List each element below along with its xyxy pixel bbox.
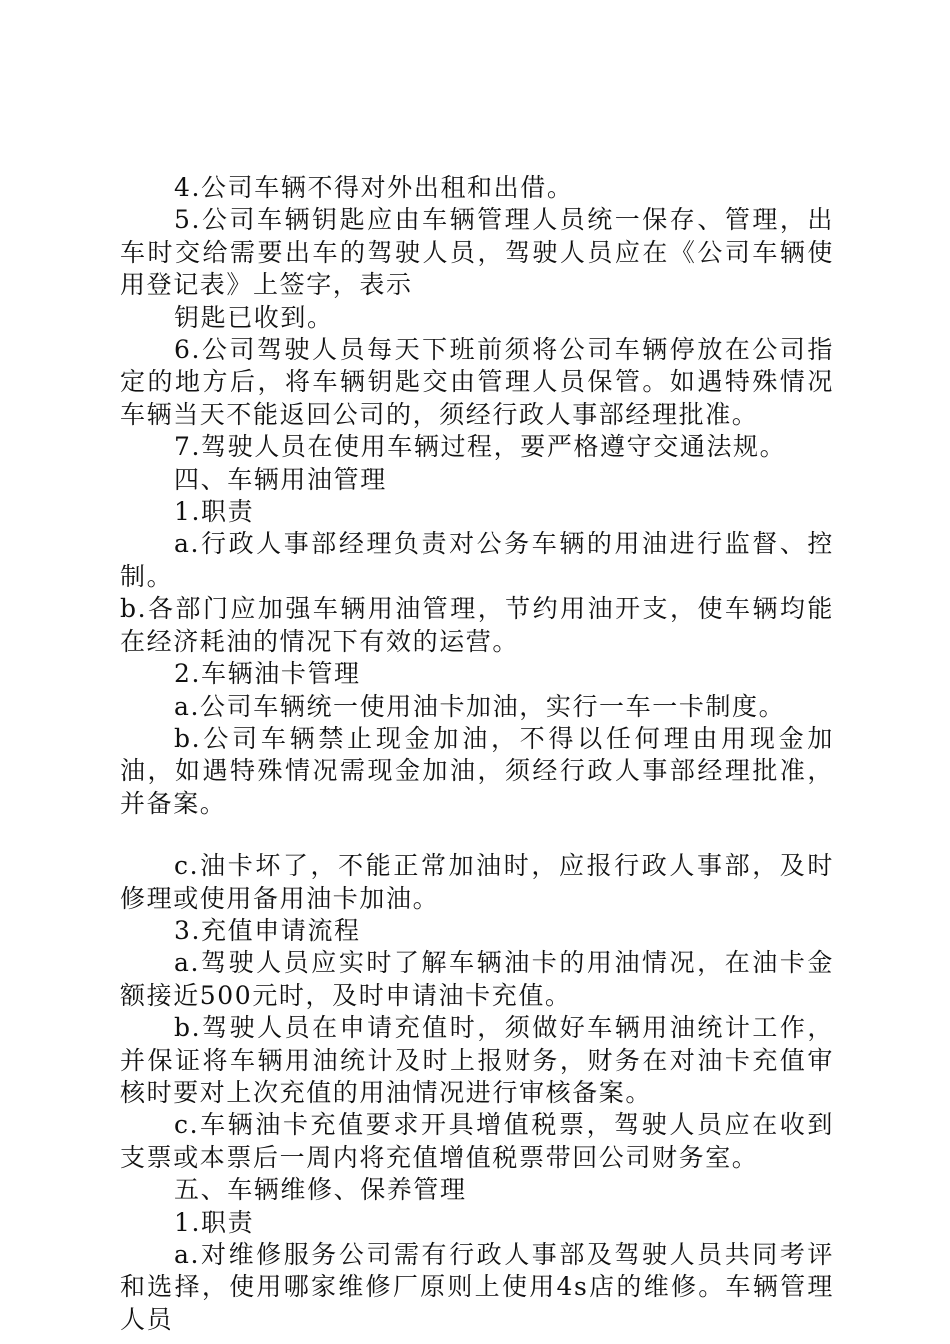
subheading-responsibilities: 1.职责 [174,497,255,527]
paragraph-rule-5-continued: 钥匙已收到。 [174,302,334,332]
document-body [120,172,834,1336]
paragraph-maintenance-a: a.对维修服务公司需有行政人事部及驾驶人员共同考评和选择，使用哪家维修厂原则上使用4s店的维修。车辆管理人员 [120,1240,834,1334]
paragraph-fuel-card-c: c.油卡坏了，不能正常加油时，应报行政人事部，及时修理或使用备用油卡加油。 [120,851,834,913]
paragraph-recharge-c: c.车辆油卡充值要求开具增值税票，驾驶人员应在收到支票或本票后一周内将充值增值税票带回公司财务室。 [120,1110,834,1172]
section-heading-fuel-management: 四、车辆用油管理 [174,464,387,494]
paragraph-fuel-card-b: b.公司车辆禁止现金加油，不得以任何理由用现金加油，如遇特殊情况需现金加油，须经行政人事部经理批准，并备案。 [120,723,834,818]
paragraph-rule-5: 5.公司车辆钥匙应由车辆管理人员统一保存、管理，出车时交给需要出车的驾驶人员，驾驶人员应在《公司车辆使用登记表》上签字，表示 [120,205,834,300]
paragraph-fuel-resp-b: b.各部门应加强车辆用油管理，节约用油开支，使车辆均能在经济耗油的情况下有效的运营。 [120,594,834,656]
paragraph-rule-6: 6.公司驾驶人员每天下班前须将公司车辆停放在公司指定的地方后，将车辆钥匙交由管理人员保管。如遇特殊情况车辆当天不能返回公司的，须经行政人事部经理批准。 [120,335,834,429]
paragraph-recharge-b: b.驾驶人员在申请充值时，须做好车辆用油统计工作，并保证将车辆用油统计及时上报财务，财务在对油卡充值审核时要对上次充值的用油情况进行审核备案。 [120,1013,834,1107]
subheading-fuel-card: 2.车辆油卡管理 [174,659,361,689]
subheading-recharge-process: 3.充值申请流程 [174,915,361,945]
section-heading-maintenance: 五、车辆维修、保养管理 [174,1175,467,1205]
subheading-maintenance-responsibilities: 1.职责 [174,1207,255,1237]
paragraph-rule-7: 7.驾驶人员在使用车辆过程，要严格遵守交通法规。 [174,432,787,462]
paragraph-recharge-a: a.驾驶人员应实时了解车辆油卡的用油情况，在油卡金额接近500元时，及时申请油卡充值。 [120,948,834,1010]
paragraph-rule-4: 4.公司车辆不得对外出租和出借。 [174,173,574,202]
paragraph-fuel-resp-a: a.行政人事部经理负责对公务车辆的用油进行监督、控制。 [120,529,834,591]
paragraph-fuel-card-a: a.公司车辆统一使用油卡加油，实行一车一卡制度。 [174,691,786,721]
